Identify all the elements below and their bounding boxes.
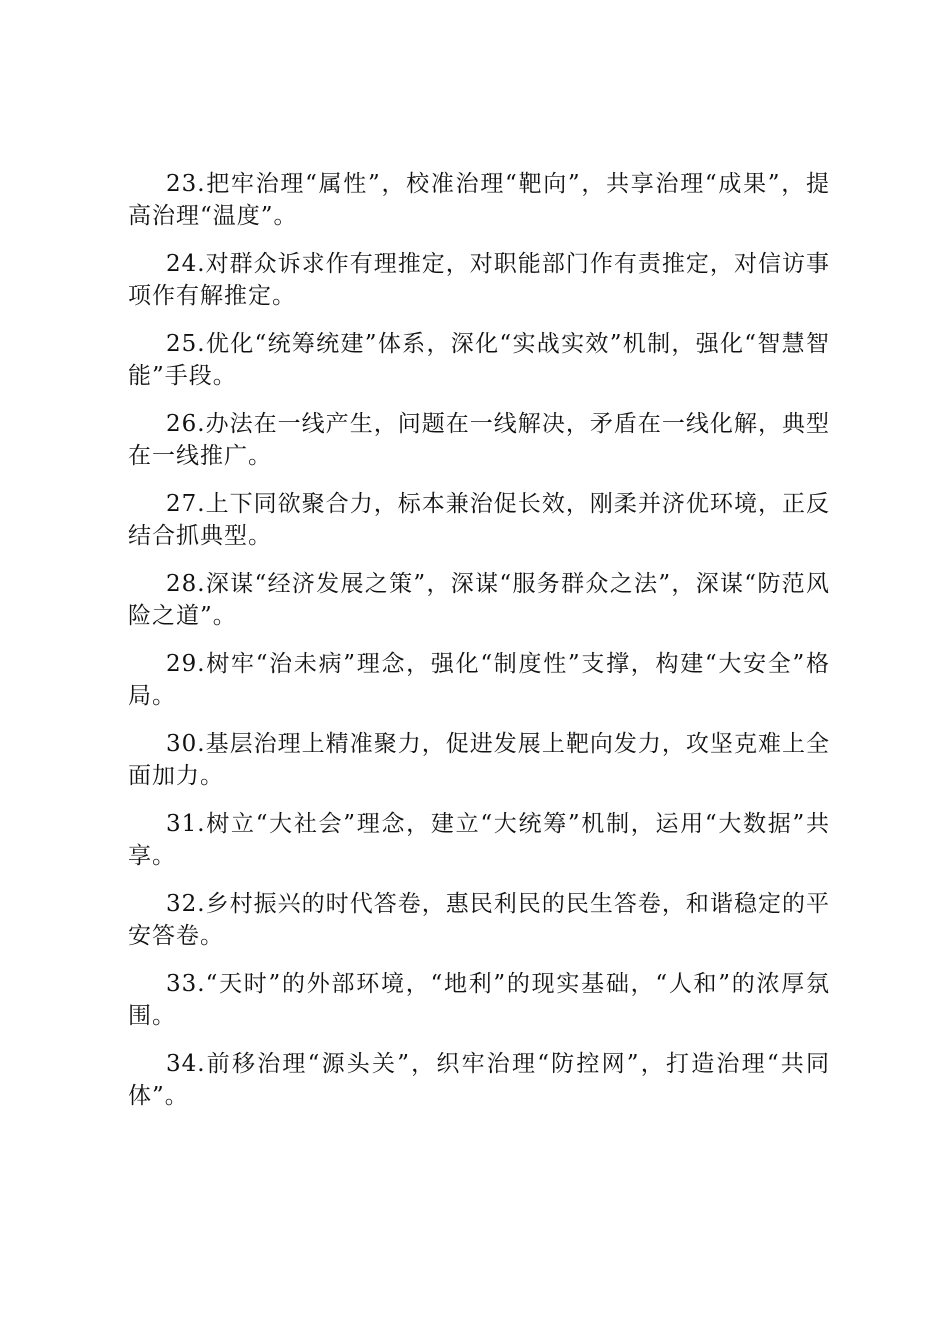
document-body — [128, 168, 830, 1128]
list-item: 34.前移治理“源头关”，织牢治理“防控网”，打造治理“共同体”。 — [128, 1051, 830, 1109]
list-item: 27.上下同欲聚合力，标本兼治促长效，刚柔并济优环境，正反结合抓典型。 — [128, 491, 830, 549]
list-item: 32.乡村振兴的时代答卷，惠民利民的民生答卷，和谐稳定的平安答卷。 — [128, 891, 830, 949]
list-item: 29.树牢“治未病”理念，强化“制度性”支撑，构建“大安全”格局。 — [128, 651, 830, 709]
list-item: 23.把牢治理“属性”，校准治理“靶向”，共享治理“成果”，提高治理“温度”。 — [128, 171, 830, 229]
list-item: 24.对群众诉求作有理推定，对职能部门作有责推定，对信访事项作有解推定。 — [128, 251, 830, 309]
list-item: 28.深谋“经济发展之策”，深谋“服务群众之法”，深谋“防范风险之道”。 — [128, 571, 830, 629]
list-item: 33.“天时”的外部环境，“地利”的现实基础，“人和”的浓厚氛围。 — [128, 971, 830, 1029]
list-item: 26.办法在一线产生，问题在一线解决，矛盾在一线化解，典型在一线推广。 — [128, 411, 830, 469]
list-item: 31.树立“大社会”理念，建立“大统筹”机制，运用“大数据”共享。 — [128, 811, 830, 869]
list-item: 25.优化“统筹统建”体系，深化“实战实效”机制，强化“智慧智能”手段。 — [128, 331, 830, 389]
list-item: 30.基层治理上精准聚力，促进发展上靶向发力，攻坚克难上全面加力。 — [128, 731, 830, 789]
